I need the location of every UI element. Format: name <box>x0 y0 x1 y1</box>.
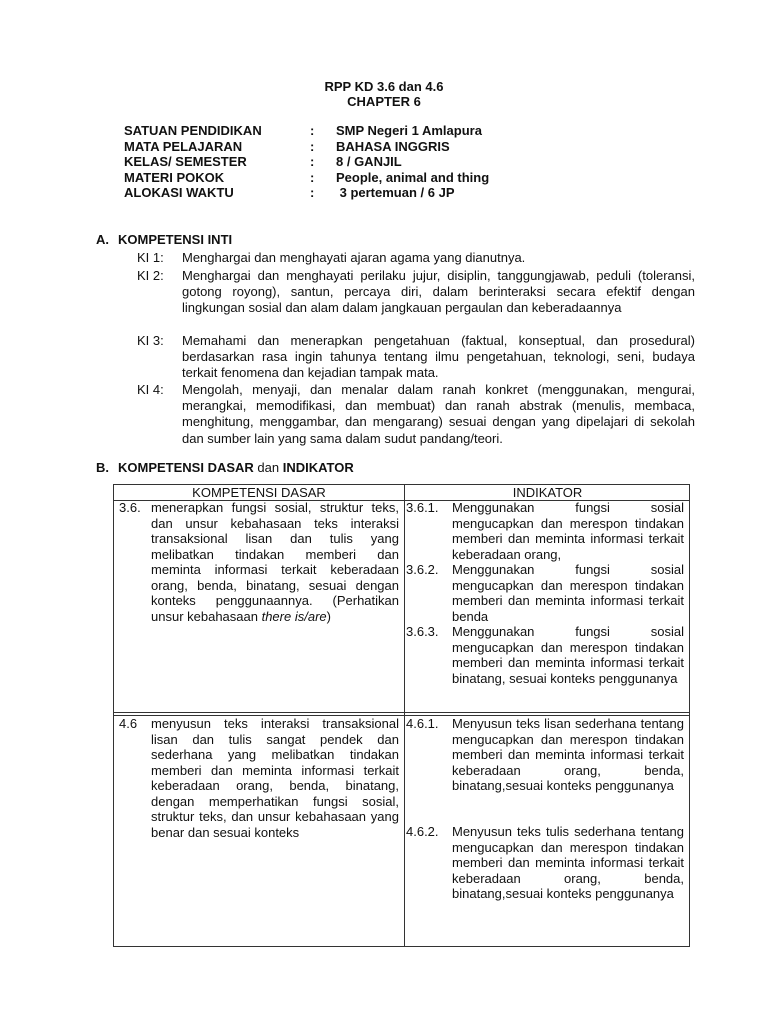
section-title: KOMPETENSI DASAR <box>118 460 254 475</box>
section-a-heading <box>96 232 232 248</box>
info-colon: : <box>310 185 315 201</box>
document-title: RPP KD 3.6 dan 4.6 <box>324 79 444 94</box>
info-label: KELAS/ SEMESTER <box>124 154 247 170</box>
table-row-divider <box>114 712 689 713</box>
info-colon: : <box>310 123 315 138</box>
section-letter: A. <box>96 232 109 247</box>
info-colon: : <box>310 154 315 170</box>
ki-text: Mengolah, menyaji, dan menalar dalam ranah konkret (menggunakan, mengurai, merangkai, memodifikasi, dan membuat) dan ranah abstrak (menulis, membaca, menghitung, menggambar, dan mengarang) sesuai dengan yang dipelajari di sekolah dan sumber lain yang sama dalam sudut pandang/teori. <box>182 382 695 446</box>
info-value: BAHASA INGGRIS <box>336 138 450 154</box>
section-b-heading <box>96 460 354 476</box>
section-title-connector: dan <box>253 460 283 475</box>
section-letter: B. <box>96 460 109 475</box>
info-label: ALOKASI WAKTU <box>124 185 234 201</box>
kd-text-b: ) <box>326 608 331 624</box>
kd-text <box>151 500 399 624</box>
ki-label: KI 2: <box>137 268 164 283</box>
indicator-text: Menyusun teks tulis sederhana tentang mengucapkan dan merespon tindakan memberi dan meminta informasi terkait keberadaan orang, benda, binatang,sesuai konteks penggunanya <box>452 824 684 901</box>
info-label: MATA PELAJARAN <box>124 138 243 154</box>
indicator-text: Menggunakan fungsi sosial mengucapkan dan merespon tindakan memberi dan meminta informasi terkait benda <box>452 562 684 624</box>
section-title-end: INDIKATOR <box>282 460 354 475</box>
indicator-number: 3.6.2. <box>406 562 439 577</box>
section-title: KOMPETENSI INTI <box>118 232 233 247</box>
info-colon: : <box>310 138 315 154</box>
ki-label: KI 4: <box>137 382 164 397</box>
indicator-number: 3.6.3. <box>406 624 439 639</box>
document-subtitle: CHAPTER 6 <box>347 94 421 109</box>
info-value: 8 / GANJIL <box>336 154 402 170</box>
ki-label: KI 1: <box>137 250 164 265</box>
ki-text: Menghargai dan menghayati perilaku jujur, disiplin, tanggungjawab, peduli (toleransi, gotong royong), santun, percaya diri, dalam berinteraksi secara efektif dengan lingkungan sosial dan alam dalam jangkauan pergaulan dan keberadaannya <box>182 268 695 316</box>
info-value: People, animal and thing <box>336 169 490 185</box>
info-colon: : <box>310 169 315 185</box>
ki-text: Menghargai dan menghayati ajaran agama yang dianutnya. <box>182 250 526 265</box>
indicator-text: Menyusun teks lisan sederhana tentang mengucapkan dan merespon tindakan memberi dan meminta informasi terkait keberadaan orang, benda, binatang,sesuai konteks penggunanya <box>452 716 684 793</box>
info-label: MATERI POKOK <box>124 169 225 185</box>
info-value: 3 pertemuan / 6 JP <box>336 185 455 201</box>
info-label: SATUAN PENDIDIKAN <box>124 123 262 138</box>
ki-text: Memahami dan menerapkan pengetahuan (faktual, konseptual, dan prosedural) berdasarkan rasa ingin tahunya tentang ilmu pengetahuan, teknologi, seni, budaya terkait fenomena dan kejadian tampak mata. <box>182 333 695 381</box>
indicator-number: 4.6.2. <box>406 824 439 839</box>
info-value: SMP Negeri 1 Amlapura <box>336 123 482 138</box>
kd-text-a: menerapkan fungsi sosial, struktur teks, dan unsur kebahasaan teks interaksi transaksional lisan dan tulis yang melibatkan tindakan memberi dan meminta informasi terkait keberadaan orang, benda, binatang, sesuai dengan konteks penggunaannya. (Perhatikan unsur kebahasaan <box>151 500 399 624</box>
indicator-number: 4.6.1. <box>406 716 439 731</box>
ki-label: KI 3: <box>137 333 164 348</box>
table-header-kd: KOMPETENSI DASAR <box>192 485 326 500</box>
kd-number: 3.6. <box>119 500 141 515</box>
indicator-text: Menggunakan fungsi sosial mengucapkan dan merespon tindakan memberi dan meminta informasi terkait keberadaan orang, <box>452 500 684 562</box>
kd-text: menyusun teks interaksi transaksional lisan dan tulis sangat pendek dan sederhana yang melibatkan tindakan memberi dan meminta informasi terkait keberadaan orang, benda, binatang, dengan memperhatikan fungsi sosial, struktur teks, dan unsur kebahasaan yang benar dan sesuai konteks <box>151 716 399 840</box>
indicator-number: 3.6.1. <box>406 500 439 515</box>
table-header-indikator: INDIKATOR <box>512 485 583 500</box>
kd-indikator-table <box>113 484 690 947</box>
kd-number: 4.6 <box>119 716 138 731</box>
kd-text-em: there is/are <box>261 608 327 624</box>
indicator-text: Menggunakan fungsi sosial mengucapkan dan merespon tindakan memberi dan meminta informasi terkait binatang, sesuai konteks penggunanya <box>452 624 684 686</box>
